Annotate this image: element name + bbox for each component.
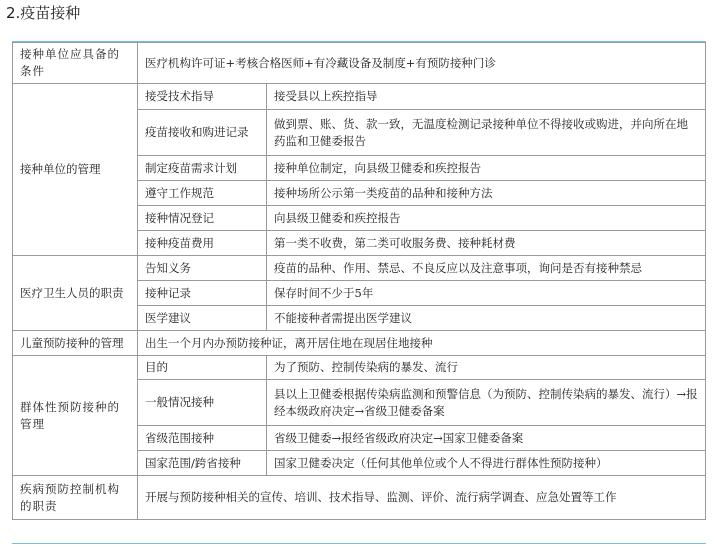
category-cell: 群体性预防接种的管理 <box>13 356 138 476</box>
table-bottom-band <box>12 543 706 544</box>
content-cell: 接种单位制定，向县级卫健委和疾控报告 <box>267 156 706 181</box>
table-row <box>13 256 706 281</box>
table-row <box>13 331 706 356</box>
content-cell: 疫苗的品种、作用、禁忌、不良反应以及注意事项，询问是否有接种禁忌 <box>267 256 706 281</box>
label-cell: 一般情况接种 <box>138 380 267 426</box>
content-cell: 保存时间不少于5年 <box>267 281 706 306</box>
content-cell: 出生一个月内办预防接种证，离开居住地在现居住地接种 <box>138 331 706 356</box>
label-cell: 接种情况登记 <box>138 206 267 231</box>
label-cell: 遵守工作规范 <box>138 181 267 206</box>
content-cell: 不能接种者需提出医学建议 <box>267 306 706 331</box>
table-row <box>13 43 706 84</box>
category-cell: 接种单位的管理 <box>13 84 138 256</box>
label-cell: 目的 <box>138 356 267 380</box>
table-row <box>13 476 706 520</box>
label-cell: 接受技术指导 <box>138 84 267 110</box>
label-cell: 告知义务 <box>138 256 267 281</box>
table-row <box>13 84 706 110</box>
content-cell: 县以上卫健委根据传染病监测和预警信息（为预防、控制传染病的暴发、流行）→报经本级政府决定→省级卫健委备案 <box>267 380 706 426</box>
category-cell: 儿童预防接种的管理 <box>13 331 138 356</box>
label-cell: 医学建议 <box>138 306 267 331</box>
label-cell: 接种疫苗费用 <box>138 231 267 256</box>
category-cell: 接种单位应具备的条件 <box>13 43 138 84</box>
label-cell: 国家范围/跨省接种 <box>138 451 267 476</box>
table-top-band <box>12 41 706 42</box>
content-cell: 做到票、账、货、款一致，无温度检测记录接种单位不得接收或购进，并向所在地药监和卫健委报告 <box>267 110 706 156</box>
content-cell: 省级卫健委→报经省级政府决定→国家卫健委备案 <box>267 426 706 451</box>
section-heading: 2.疫苗接种 <box>6 4 81 22</box>
label-cell: 省级范围接种 <box>138 426 267 451</box>
label-cell: 接种记录 <box>138 281 267 306</box>
category-cell: 医疗卫生人员的职责 <box>13 256 138 331</box>
content-cell: 医疗机构许可证+考核合格医师+有冷藏设备及制度+有预防接种门诊 <box>138 43 706 84</box>
content-cell: 开展与预防接种相关的宣传、培训、技术指导、监测、评价、流行病学调查、应急处置等工作 <box>138 476 706 520</box>
content-cell: 为了预防、控制传染病的暴发、流行 <box>267 356 706 380</box>
label-cell: 制定疫苗需求计划 <box>138 156 267 181</box>
content-cell: 国家卫健委决定（任何其他单位或个人不得进行群体性预防接种） <box>267 451 706 476</box>
content-cell: 接受县以上疾控指导 <box>267 84 706 110</box>
category-cell: 疾病预防控制机构的职责 <box>13 476 138 520</box>
vaccination-table <box>12 42 706 520</box>
content-cell: 接种场所公示第一类疫苗的品种和接种方法 <box>267 181 706 206</box>
table-row <box>13 356 706 380</box>
content-cell: 向县级卫健委和疾控报告 <box>267 206 706 231</box>
content-cell: 第一类不收费，第二类可收服务费、接种耗材费 <box>267 231 706 256</box>
label-cell: 疫苗接收和购进记录 <box>138 110 267 156</box>
